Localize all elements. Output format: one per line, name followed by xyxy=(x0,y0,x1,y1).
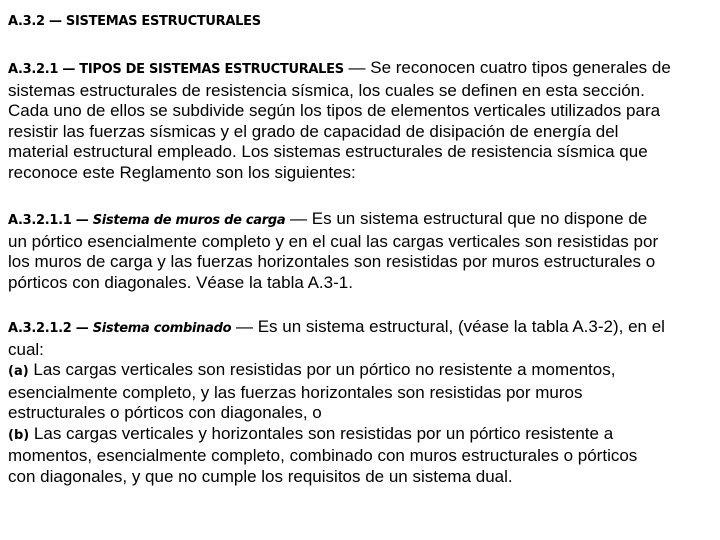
paragraph-line: sistemas estructurales de resistencia sísmica, los cuales se definen en esta sección. xyxy=(8,80,645,100)
page-title: A.3.2 — SISTEMAS ESTRUCTURALES xyxy=(8,14,261,29)
section-number: A.3.2.1.2 — xyxy=(8,321,93,336)
list-marker: (b) xyxy=(8,427,30,443)
paragraph-line: material estructural empleado. Los sistemas estructurales de resistencia sísmica que xyxy=(8,142,648,161)
list-item-a: (a) Las cargas verticales son resistidas por un pórtico no resistente a momentos, xyxy=(8,360,616,379)
section-number: A.3.2.1.1 — xyxy=(8,213,93,228)
paragraph-line: Cada uno de ellos se subdivide según los tipos de elementos verticales utilizados para xyxy=(8,101,661,120)
paragraph-line: reconoce este Reglamento son los siguientes: xyxy=(8,162,356,182)
paragraph-line: resistir las fuerzas sísmicas y el grado de capacidad de disipación de energía del xyxy=(8,121,619,141)
paragraph-line: cual: xyxy=(8,339,44,359)
paragraph-line: A.3.2.1 — TIPOS DE SISTEMAS ESTRUCTURALES — Se reconocen cuatro tipos generales de xyxy=(8,58,671,77)
paragraph-line: A.3.2.1.1 — Sistema de muros de carga — Es un sistema estructural que no dispone de xyxy=(8,209,648,228)
paragraph-line: A.3.2.1.2 — Sistema combinado — Es un sistema estructural, (véase la tabla A.3-2), en el xyxy=(8,317,665,336)
section-term: Sistema de muros de carga xyxy=(92,213,286,228)
paragraph-line: con diagonales, y que no cumple los requisitos de un sistema dual. xyxy=(8,466,513,486)
section-muros-de-carga xyxy=(8,209,708,293)
paragraph-line: estructurales o pórticos con diagonales, o xyxy=(8,403,322,422)
section-term: Sistema combinado xyxy=(92,321,232,336)
paragraph-line: esencialmente completo, y las fuerzas horizontales son resistidas por muros xyxy=(8,382,583,402)
paragraph-line: momentos, esencialmente completo, combinado con muros estructurales o pórticos xyxy=(8,446,638,465)
paragraph-line: un pórtico esencialmente completo y en el cual las cargas verticales son resistidas por xyxy=(8,231,659,251)
paragraph-line: pórticos con diagonales. Véase la tabla A.3-1. xyxy=(8,272,353,292)
list-item-b: (b) Las cargas verticales y horizontales son resistidas por un pórtico resistente a xyxy=(8,423,614,443)
section-heading: A.3.2.1 — TIPOS DE SISTEMAS ESTRUCTURALES xyxy=(8,62,344,77)
section-sistema-combinado xyxy=(8,317,708,487)
section-tipos-sistemas xyxy=(8,58,708,183)
paragraph-line: los muros de carga y las fuerzas horizontales son resistidas por muros estructurales o xyxy=(8,252,656,271)
list-marker: (a) xyxy=(8,364,29,379)
